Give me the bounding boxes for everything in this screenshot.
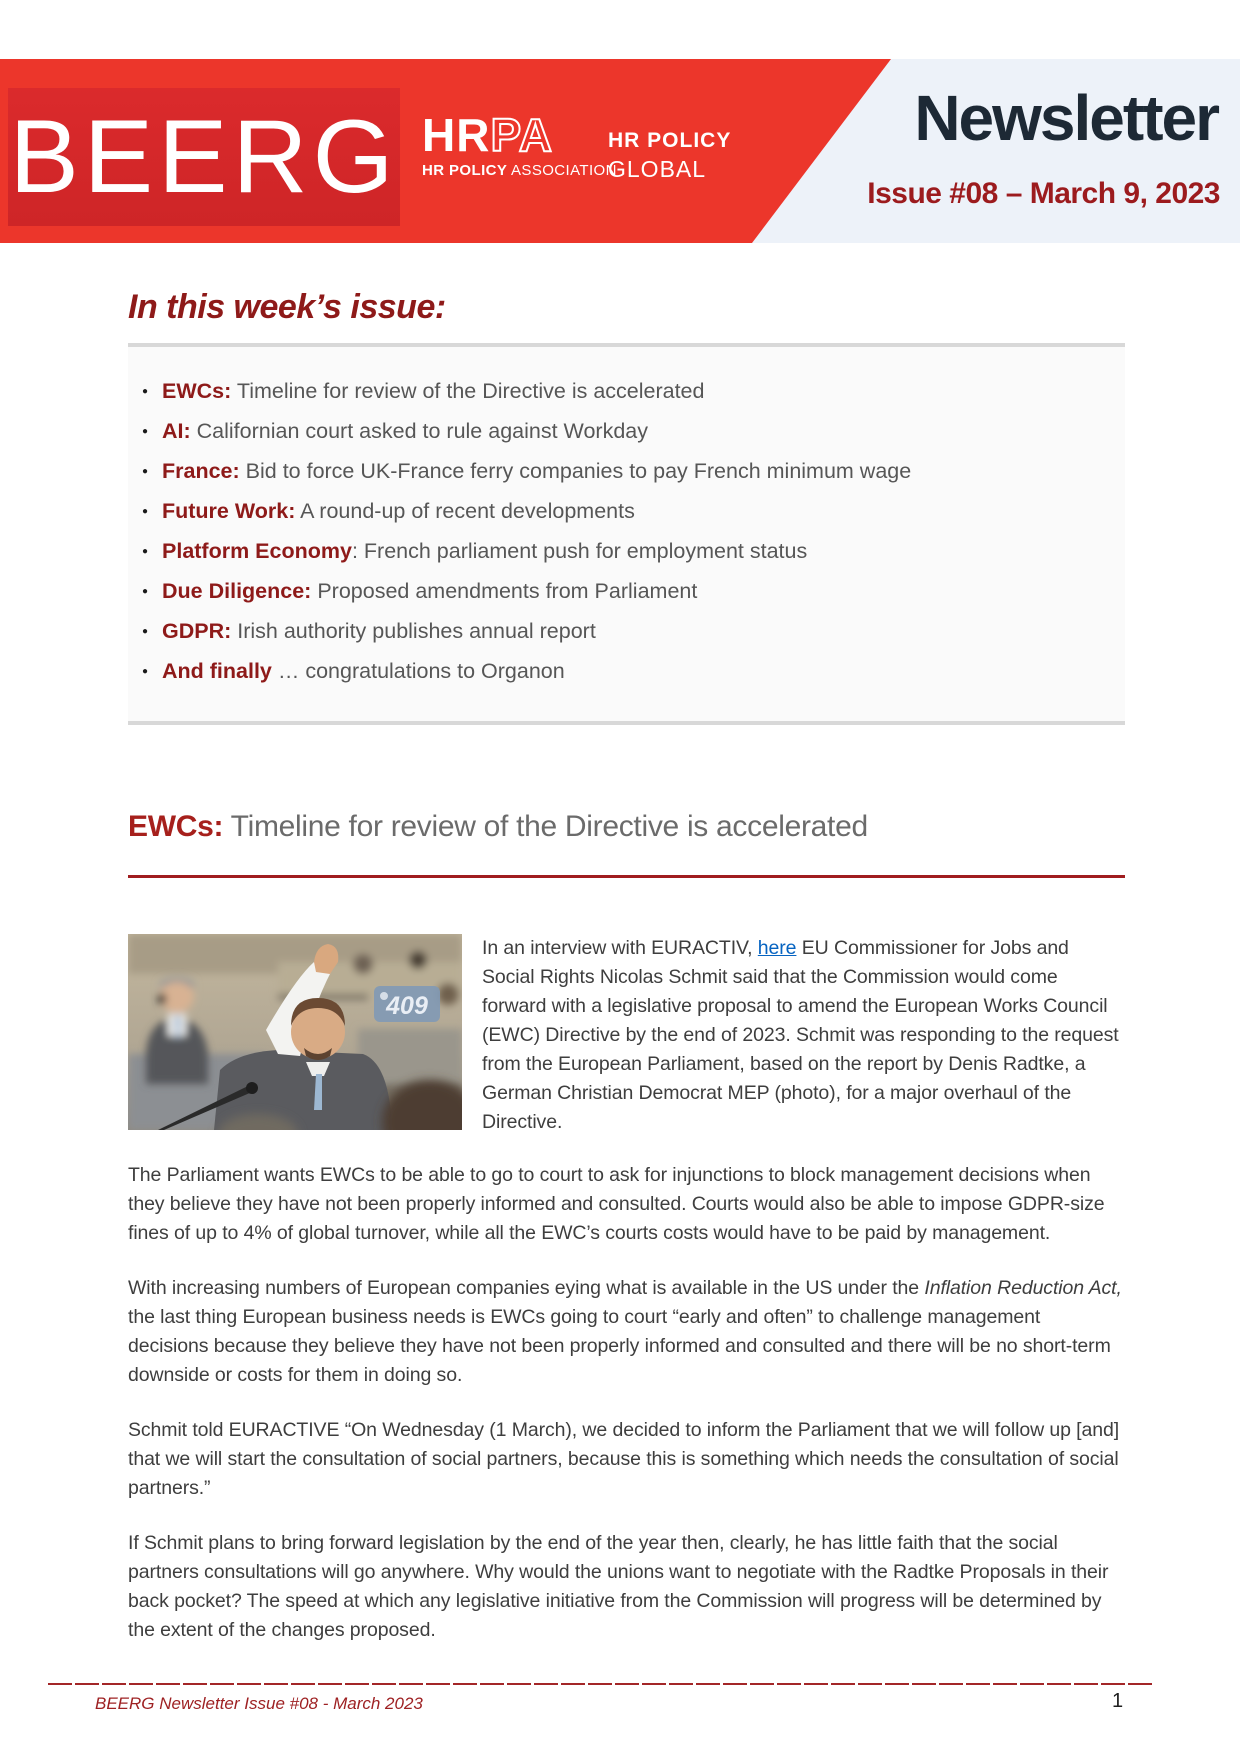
article-paragraph-2: [128, 1274, 1125, 1390]
issue-date-line: Issue #08 – March 9, 2023: [867, 177, 1220, 210]
topic-label: Due Diligence:: [162, 579, 312, 603]
topic-summary: Irish authority publishes annual report: [231, 619, 596, 643]
issue-list-heading: In this week’s issue:: [128, 288, 446, 326]
newsletter-title: Newsletter: [914, 82, 1218, 154]
header-banner: [0, 59, 1240, 243]
heading-rule: [128, 875, 1125, 878]
list-item-due-diligence: [140, 571, 1125, 611]
page-content: [128, 243, 1125, 1645]
p2-after: the last thing European business needs is EWCs going to court “early and often” to challenge management decisions because they believe they have not been properly informed and consulted and there will be no short-term downside or costs for them in doing so.: [128, 1306, 1111, 1386]
topic-summary: : French parliament push for employment status: [351, 539, 808, 563]
list-item-france: [140, 451, 1125, 491]
issue-list: [140, 371, 1125, 691]
topic-label: And finally: [162, 659, 272, 683]
article-intro-row: [128, 934, 1125, 1137]
topic-label: EWCs:: [162, 379, 232, 403]
article-paragraph-1: The Parliament wants EWCs to be able to go to court to ask for injunctions to block management decisions when they believe they have not been properly informed and consulted. Courts would also be able to impose GDPR-size fines of up to 4% of global turnover, while all the EWC’s courts costs would have to be paid by management.: [128, 1164, 1105, 1244]
topic-label: AI:: [162, 419, 191, 443]
hr-policy-global-logo: [608, 129, 731, 183]
hrpa-sub-bold: HR POLICY: [422, 162, 508, 180]
hr-policy-global-line2: GLOBAL: [608, 156, 707, 182]
topic-label: GDPR:: [162, 619, 232, 643]
article-heading-rest: Timeline for review of the Directive is accelerated: [223, 810, 868, 843]
p2-before: With increasing numbers of European companies eying what is available in the US under the: [128, 1277, 925, 1299]
list-item-platform-economy: [140, 531, 1125, 571]
list-item-and-finally: [140, 651, 1125, 691]
article-paragraph-4: If Schmit plans to bring forward legislation by the end of the year then, clearly, he has little faith that the social partners consultations will go anywhere. Why would the unions want to negotiate with the Radtke Proposals in their back pocket? The speed at which any legislative initiative from the Commission will progress will be determined by the extent of the changes proposed.: [128, 1532, 1109, 1641]
topic-summary: Californian court asked to rule against Workday: [190, 419, 648, 443]
hrpa-logo-solid: HR: [422, 109, 491, 161]
article-heading-lead: EWCs:: [128, 810, 224, 843]
photo-sign-409: 409: [386, 992, 428, 1020]
list-item-ai: [140, 411, 1125, 451]
topic-summary: A round-up of recent developments: [295, 499, 635, 523]
footer-issue-label: BEERG Newsletter Issue #08 - March 2023: [95, 1694, 423, 1713]
list-item-gdpr: [140, 611, 1125, 651]
article-heading: [128, 809, 1125, 845]
topic-summary: … congratulations to Organon: [271, 659, 565, 683]
intro-after-link: EU Commissioner for Jobs and Social Rights Nicolas Schmit said that the Commission would come forward with a legislative proposal to amend the European Works Council (EWC) Directive by the end of 2023. Schmit was responding to the request from the European Parliament, based on the report by Denis Radtke, a German Christian Democrat MEP (photo), for a major overhaul of the Directive.: [482, 937, 1119, 1133]
hrpa-logo: [422, 111, 617, 179]
beerg-logo-box: [8, 88, 400, 226]
hrpa-sub-regular: ASSOCIATION: [507, 162, 617, 180]
list-item-future-work: [140, 491, 1125, 531]
article-photo: [128, 934, 462, 1130]
footer-divider: [48, 1683, 1153, 1685]
list-item-ewcs: [140, 371, 1125, 411]
beerg-logo: BEERG: [9, 99, 399, 215]
topic-summary: Bid to force UK-France ferry companies to pay French minimum wage: [239, 459, 912, 483]
issue-list-panel: [128, 343, 1125, 725]
topic-label: Platform Economy: [162, 539, 352, 563]
hr-policy-global-line1: HR POLICY: [608, 129, 732, 152]
p2-italic-act-name: Inflation Reduction Act,: [924, 1277, 1122, 1299]
parliament-photo-illustration: [128, 934, 462, 1130]
hrpa-logo-outline: PA: [490, 109, 553, 161]
topic-summary: Timeline for review of the Directive is accelerated: [231, 379, 705, 403]
here-link[interactable]: here: [757, 937, 797, 959]
hrpa-logo-subline: [422, 162, 617, 179]
article-intro-paragraph: [482, 934, 1125, 1137]
topic-label: Future Work:: [162, 499, 296, 523]
hrpa-logo-wordmark: [422, 111, 617, 159]
intro-before-link: In an interview with EURACTIV,: [482, 937, 758, 959]
page-number: 1: [1112, 1690, 1124, 1712]
topic-label: France:: [162, 459, 240, 483]
topic-summary: Proposed amendments from Parliament: [311, 579, 698, 603]
article-paragraph-3: Schmit told EURACTIVE “On Wednesday (1 March), we decided to inform the Parliament that we will follow up [and] that we will start the consultation of social partners, because this is something which needs the consultation of social partners.”: [128, 1419, 1120, 1499]
